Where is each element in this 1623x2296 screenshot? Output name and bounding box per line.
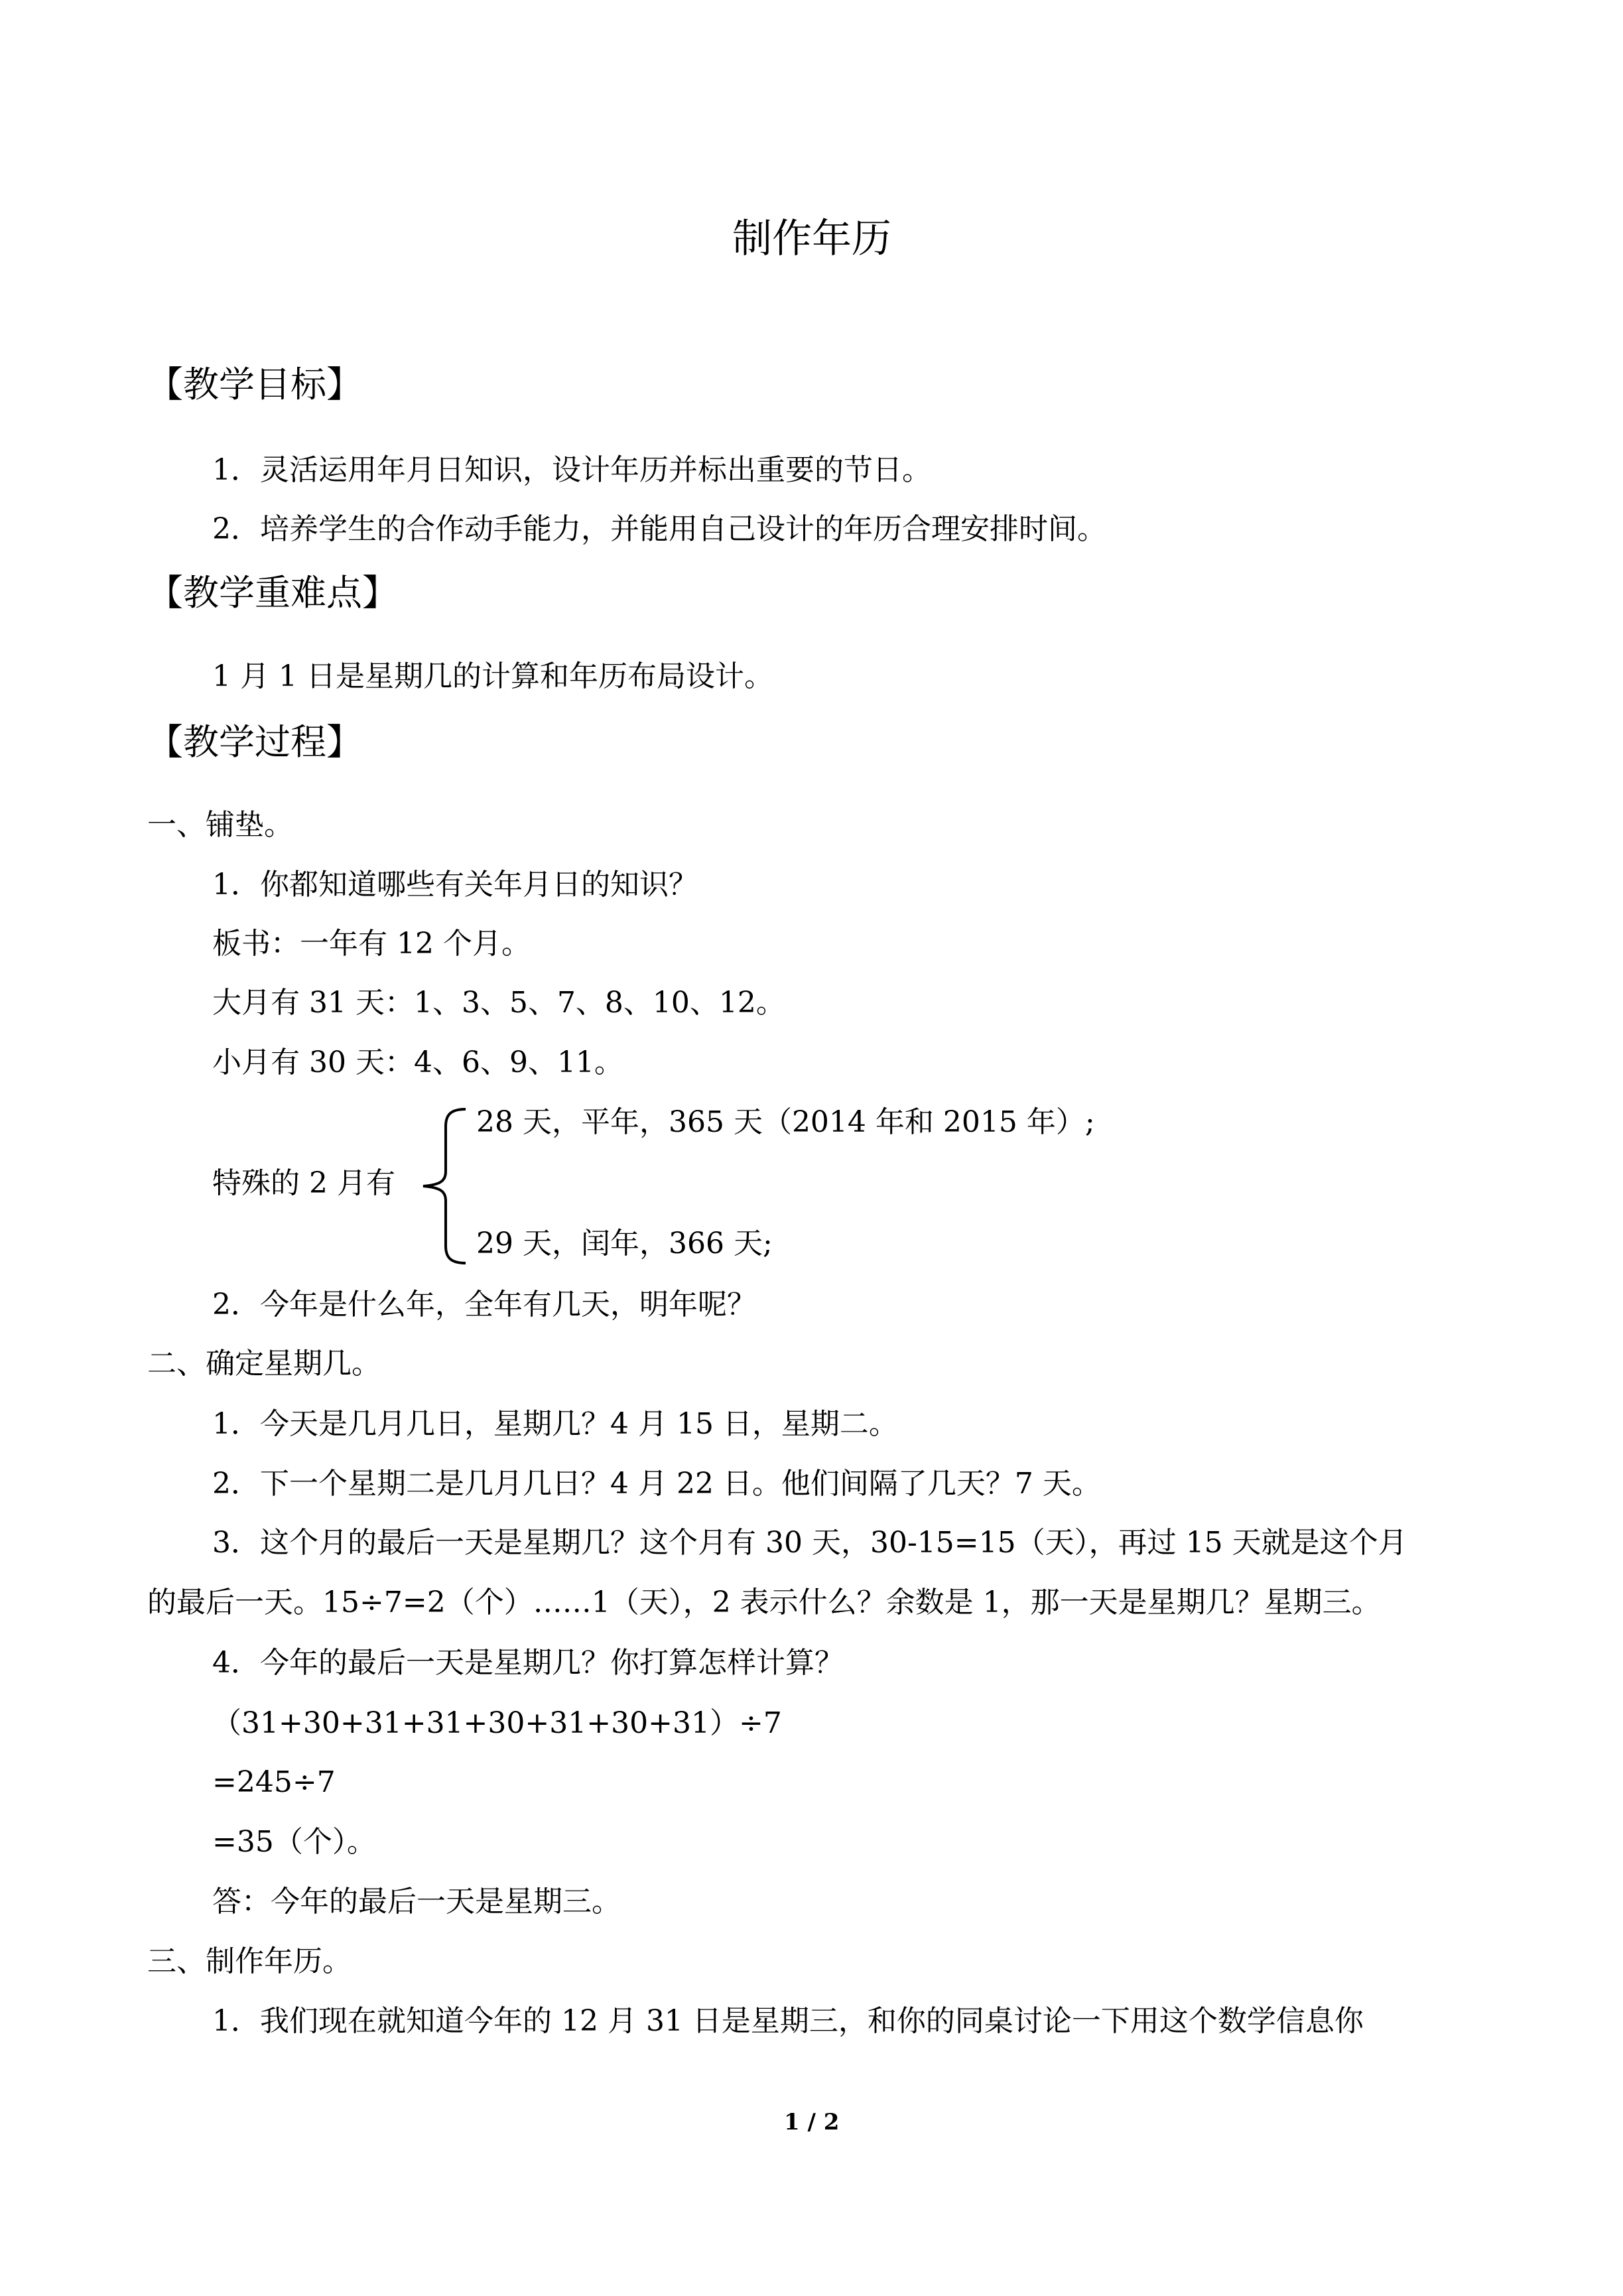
february-label: 特殊的 2 月有 <box>212 1166 395 1200</box>
key-points-heading: 【教学重难点】 <box>147 572 398 614</box>
part1-line-4: 小月有 30 天：4、6、9、11。 <box>212 1046 623 1079</box>
part3-heading: 三、制作年历。 <box>147 1944 352 1978</box>
part2-formula-2: =245÷7 <box>212 1765 336 1799</box>
goal-item-2: 2．培养学生的合作动手能力，并能用自己设计的年历合理安排时间。 <box>212 512 1106 546</box>
part2-heading: 二、确定星期几。 <box>147 1347 381 1381</box>
process-heading: 【教学过程】 <box>147 721 362 763</box>
part2-line-2: 2．下一个星期二是几月几日？4 月 22 日。他们间隔了几天？7 天。 <box>212 1467 1101 1501</box>
part2-answer: 答：今年的最后一天是星期三。 <box>212 1885 621 1919</box>
part2-line-5: 4．今年的最后一天是星期几？你打算怎样计算？ <box>212 1646 844 1680</box>
part1-line-1: 1．你都知道哪些有关年月日的知识？ <box>212 868 698 902</box>
key-points-text: 1 月 1 日是星期几的计算和年历布局设计。 <box>212 659 773 693</box>
part2-line-1: 1．今天是几月几日，星期几？4 月 15 日，星期二。 <box>212 1407 898 1441</box>
part2-line-4: 的最后一天。15÷7=2（个）……1（天），2 表示什么？余数是 1，那一天是星期几？星期三。 <box>147 1586 1381 1619</box>
part1-heading: 一、铺垫。 <box>147 808 293 842</box>
part2-formula-3: =35（个）。 <box>212 1825 376 1859</box>
part3-line-1: 1．我们现在就知道今年的 12 月 31 日是星期三，和你的同桌讨论一下用这个数学信息你 <box>212 2004 1364 2038</box>
page-number: 1 / 2 <box>784 2109 840 2135</box>
goal-item-1: 1．灵活运用年月日知识，设计年历并标出重要的节日。 <box>212 453 931 487</box>
part1-after: 2．今年是什么年，全年有几天，明年呢？ <box>212 1288 756 1321</box>
page-title: 制作年历 <box>732 216 891 262</box>
curly-brace-icon <box>418 1107 471 1266</box>
february-line-2: 29 天，闰年，366 天; <box>476 1227 773 1260</box>
part1-line-2: 板书：一年有 12 个月。 <box>212 927 531 961</box>
part2-formula-1: （31+30+31+31+30+31+30+31）÷7 <box>212 1706 782 1740</box>
february-line-1: 28 天，平年，365 天（2014 年和 2015 年）; <box>476 1105 1095 1139</box>
part1-line-3: 大月有 31 天：1、3、5、7、8、10、12。 <box>212 986 785 1020</box>
goals-heading: 【教学目标】 <box>147 364 362 405</box>
part2-line-3: 3．这个月的最后一天是星期几？这个月有 30 天，30-15=15（天），再过 15 天就是这个月 <box>212 1526 1407 1560</box>
